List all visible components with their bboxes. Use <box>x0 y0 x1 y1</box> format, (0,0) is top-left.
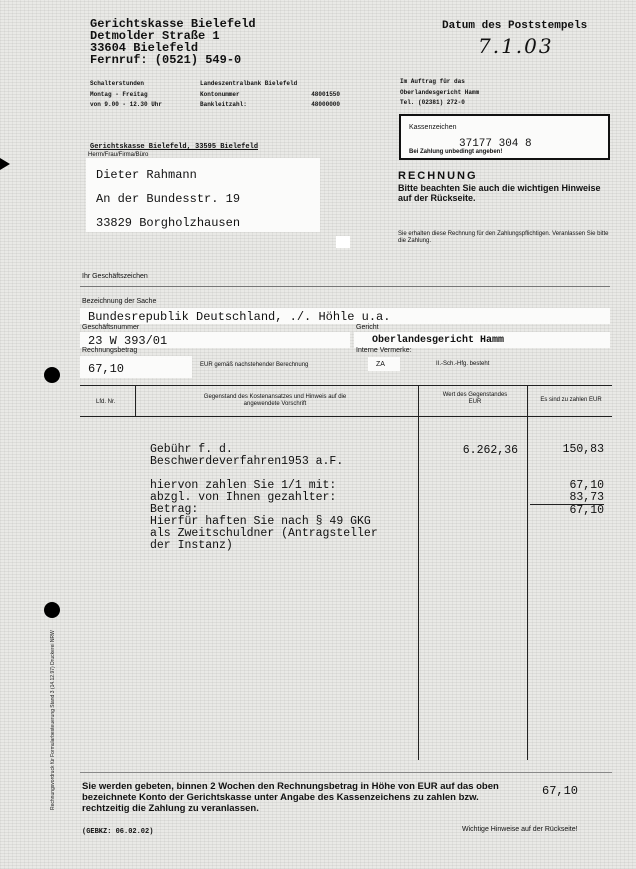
table-col-divider <box>527 385 528 760</box>
internal-notes-label: Interne Vermerke: <box>356 347 412 354</box>
blz-value: 48000000 <box>311 101 340 108</box>
amount-cell: 83,73 <box>569 491 604 504</box>
account-value: 48001550 <box>311 91 340 98</box>
line-item: hiervon zahlen Sie 1/1 mit: <box>150 479 337 492</box>
internal-text: II.-Sch.-Hfg. besteht <box>436 361 490 367</box>
recipient-label: Herrn/Frau/Firma/Büro <box>88 152 149 158</box>
amount-column <box>530 444 604 517</box>
sender-block <box>90 18 256 66</box>
header-value: Wert des Gegenstandes EUR <box>442 392 508 405</box>
table-body-text <box>150 444 378 552</box>
cash-reference-value: 37177 304 8 <box>459 138 532 150</box>
on-behalf-block <box>400 78 479 106</box>
footer-amount: 67,10 <box>542 784 579 798</box>
header-subject: Gegenstand des Kostenansatzes und Hinweis auf die angewendete Vorschrift <box>203 394 347 407</box>
case-number-label: Geschäftsnummer <box>82 324 140 331</box>
line-item: Betrag: <box>150 503 199 516</box>
subject-value: Bundesrepublik Deutschland, ./. Höhle u.a. <box>88 310 391 324</box>
amount-cell: 67,10 <box>569 479 604 492</box>
line-item: Beschwerdeverfahren1953 a.F. <box>150 455 344 468</box>
cash-reference-note: Bei Zahlung unbedingt angeben! <box>409 149 503 155</box>
gebkz-code: (GEBKZ: 06.02.02) <box>82 828 154 836</box>
amount-spacer <box>530 456 604 480</box>
invoice-info: Sie erhalten diese Rechnung für den Zahlungspflichtigen. Veranlassen Sie bitte die Zahlung. <box>398 231 609 244</box>
line-item: als Zweitschuldner (Antragsteller <box>150 527 378 540</box>
recipient-address <box>96 163 240 235</box>
recipient-city: 33829 Borgholzhausen <box>96 216 241 230</box>
invoice-title: RECHNUNG <box>398 170 478 182</box>
court-value: Oberlandesgericht Hamm <box>372 335 505 346</box>
side-note: Rechnungsvordruck für Formularbesteuerung Stand 3 (14.12.97) Druckerei NRW <box>50 630 56 810</box>
line-item: Gebühr f. d. <box>150 443 233 456</box>
corner-mark <box>336 236 350 248</box>
court-label: Gericht <box>356 324 379 331</box>
handwritten-date: 7.1.03 <box>478 34 554 58</box>
invoice-amount-value: 67,10 <box>88 362 125 376</box>
value-cell: 6.262,36 <box>462 444 518 457</box>
postmark-label: Datum des Poststempels <box>442 20 588 32</box>
your-ref-label: Ihr Geschäftszeichen <box>82 273 148 280</box>
table-header-rule <box>80 416 612 417</box>
subject-label: Bezeichnung der Sache <box>82 298 157 305</box>
sender-street: Detmolder Straße 1 <box>90 29 220 43</box>
office-hours <box>90 80 162 108</box>
internal-code: ZA <box>376 361 385 368</box>
on-behalf-phone: Tel. (02381) 272-0 <box>400 99 465 106</box>
case-number-value: 23 W 393/01 <box>88 334 168 348</box>
blz-label: Bankleitzahl: <box>200 101 247 108</box>
divider <box>80 286 610 287</box>
punch-hole <box>44 367 60 383</box>
header-amount: Es sind zu zahlen EUR <box>540 397 602 403</box>
account-label: Kontonummer <box>200 91 240 98</box>
invoice-amount-label: Rechnungsbetrag <box>82 347 138 354</box>
bank-name: Landeszentralbank Bielefeld <box>200 80 298 87</box>
on-behalf-court: Oberlandesgericht Hamm <box>400 89 480 96</box>
office-hours-time: von 9.00 - 12.30 Uhr <box>90 101 163 108</box>
cash-reference-box <box>399 114 610 160</box>
eur-note: EUR gemäß nachstehender Berechnung <box>200 362 309 368</box>
amount-cell: 67,10 <box>530 504 604 517</box>
sender-phone: Fernruf: (0521) 549-0 <box>90 53 242 67</box>
table-col-divider <box>135 385 136 416</box>
back-hint: Wichtige Hinweise auf der Rückseite! <box>462 826 578 833</box>
amount-cell: 150,83 <box>562 443 604 456</box>
sender-name: Gerichtskasse Bielefeld <box>90 17 256 31</box>
table-top-rule <box>80 385 612 386</box>
recipient-street: An der Bundesstr. 19 <box>96 192 241 206</box>
sender-city: 33604 Bielefeld <box>90 41 199 55</box>
office-hours-days: Montag - Freitag <box>90 91 148 98</box>
invoice-notice: Bitte beachten Sie auch die wichtigen Hinweise auf der Rückseite. <box>398 183 601 203</box>
line-item: Hierfür haften Sie nach § 49 GKG <box>150 515 371 528</box>
return-address: Gerichtskasse Bielefeld, 33595 Bielefeld <box>90 143 259 151</box>
line-item: der Instanz) <box>150 539 233 552</box>
cash-reference-label: Kassenzeichen <box>409 124 457 131</box>
office-hours-label: Schalterstunden <box>90 80 145 87</box>
table-col-divider <box>418 385 419 760</box>
header-nr: Lfd. Nr. <box>96 399 116 405</box>
punch-hole <box>44 602 60 618</box>
on-behalf-line1: Im Auftrag für das <box>400 78 465 85</box>
recipient-name: Dieter Rahmann <box>96 168 197 182</box>
line-item: abzgl. von Ihnen gezahlter: <box>150 491 337 504</box>
payment-request: Sie werden gebeten, binnen 2 Wochen den Rechnungsbetrag in Höhe von EUR auf das oben bezeichnete Konto der Gerichtskasse unter Angabe des Kassenzeichens zu zahlen bzw. rechtzeitig die Zahlung zu veranlassen. <box>82 781 499 814</box>
table-bottom-rule <box>80 772 612 773</box>
fold-mark-icon <box>0 158 10 170</box>
bank-block <box>200 80 340 108</box>
